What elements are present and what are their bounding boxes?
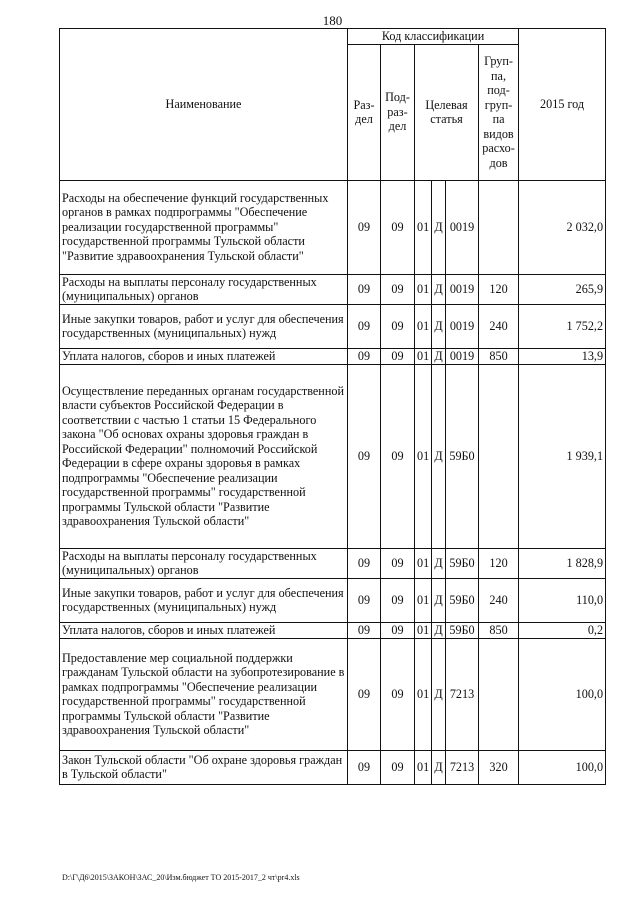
cell-podrazdel: 09 [381,364,415,548]
cell-cs1: 01 [415,304,432,348]
cell-razdel: 09 [348,638,381,750]
cell-cs3: 59Б0 [446,364,479,548]
cell-cs1: 01 [415,548,432,578]
table-row [60,638,606,750]
header-year: 2015 год [519,29,606,181]
cell-podrazdel: 09 [381,622,415,638]
cell-amount: 100,0 [519,750,606,784]
cell-cs3: 7213 [446,638,479,750]
cell-razdel: 09 [348,750,381,784]
header-row-top [60,29,606,45]
cell-amount: 0,2 [519,622,606,638]
cell-amount: 110,0 [519,578,606,622]
cell-name: Уплата налогов, сборов и иных платежей [60,348,348,364]
cell-cs3: 0019 [446,180,479,274]
cell-cs2: Д [432,548,446,578]
cell-amount: 13,9 [519,348,606,364]
cell-amount: 1 828,9 [519,548,606,578]
cell-cs2: Д [432,364,446,548]
cell-razdel: 09 [348,304,381,348]
table-row [60,180,606,274]
cell-vid: 240 [479,578,519,622]
cell-razdel: 09 [348,622,381,638]
cell-cs1: 01 [415,364,432,548]
cell-razdel: 09 [348,274,381,304]
table-row [60,548,606,578]
cell-name: Иные закупки товаров, работ и услуг для обеспечения государственных (муниципальных) нужд [60,578,348,622]
cell-cs2: Д [432,348,446,364]
table-row [60,750,606,784]
cell-name: Расходы на выплаты персоналу государственных (муниципальных) органов [60,274,348,304]
cell-cs2: Д [432,304,446,348]
cell-cs3: 0019 [446,274,479,304]
cell-cs3: 7213 [446,750,479,784]
cell-cs1: 01 [415,622,432,638]
cell-razdel: 09 [348,578,381,622]
cell-cs1: 01 [415,750,432,784]
cell-vid: 240 [479,304,519,348]
cell-vid [479,638,519,750]
cell-cs3: 59Б0 [446,622,479,638]
footer-file-path: D:\Г\Д6\2015\ЗАКОН\ЗАС_20\Изм.бюджет ТО 2015-2017_2 чт\pr4.xls [62,873,300,882]
cell-amount: 1 939,1 [519,364,606,548]
cell-cs2: Д [432,622,446,638]
cell-cs1: 01 [415,274,432,304]
budget-table [59,28,606,785]
cell-name: Расходы на выплаты персоналу государственных (муниципальных) органов [60,548,348,578]
cell-cs3: 0019 [446,304,479,348]
cell-vid: 850 [479,348,519,364]
cell-amount: 100,0 [519,638,606,750]
cell-cs2: Д [432,578,446,622]
cell-cs2: Д [432,274,446,304]
table-row [60,578,606,622]
cell-cs1: 01 [415,180,432,274]
cell-vid: 120 [479,548,519,578]
table-row [60,304,606,348]
cell-amount: 265,9 [519,274,606,304]
cell-podrazdel: 09 [381,638,415,750]
cell-name: Иные закупки товаров, работ и услуг для обеспечения государственных (муниципальных) нужд [60,304,348,348]
cell-podrazdel: 09 [381,274,415,304]
cell-podrazdel: 09 [381,348,415,364]
header-group: Груп-па, под-груп-па видов расхо-дов [479,44,519,180]
cell-cs3: 59Б0 [446,548,479,578]
cell-cs2: Д [432,750,446,784]
header-classification: Код классификации [348,29,519,45]
cell-cs1: 01 [415,638,432,750]
cell-razdel: 09 [348,180,381,274]
cell-podrazdel: 09 [381,304,415,348]
cell-cs1: 01 [415,348,432,364]
cell-cs2: Д [432,180,446,274]
cell-vid: 120 [479,274,519,304]
table-body [60,180,606,784]
header-name: Наименование [60,29,348,181]
cell-cs3: 0019 [446,348,479,364]
cell-vid: 850 [479,622,519,638]
cell-podrazdel: 09 [381,578,415,622]
table-row [60,348,606,364]
header-section: Раз-дел [348,44,381,180]
cell-razdel: 09 [348,548,381,578]
cell-cs3: 59Б0 [446,578,479,622]
cell-cs1: 01 [415,578,432,622]
cell-podrazdel: 09 [381,180,415,274]
page-number: 180 [322,13,343,28]
cell-razdel: 09 [348,348,381,364]
table-row [60,364,606,548]
cell-vid: 320 [479,750,519,784]
cell-name: Предоставление мер социальной поддержки гражданам Тульской области на зубопротезирование в рамках подпрограммы "Обеспечение реализации государственной программы" государственной программы Тульской области "Развитие здравоохранения Тульской области" [60,638,348,750]
table-row [60,622,606,638]
cell-razdel: 09 [348,364,381,548]
cell-cs2: Д [432,638,446,750]
cell-vid [479,180,519,274]
cell-name: Закон Тульской области "Об охране здоровья граждан в Тульской области" [60,750,348,784]
cell-amount: 2 032,0 [519,180,606,274]
cell-podrazdel: 09 [381,750,415,784]
cell-name: Осуществление переданных органам государственной власти субъектов Российской Федерации в соответствии с частью 1 статьи 15 Федерального закона "Об основах охраны здоровья граждан в Российской Федерации" полномочий Российской Федерации в сфере охраны здоровья в рамках подпрограммы "Обеспечение реализации государственной программы" государственной программы Тульской области "Развитие здравоохранения Тульской области" [60,364,348,548]
cell-amount: 1 752,2 [519,304,606,348]
table-row [60,274,606,304]
cell-name: Расходы на обеспечение функций государственных органов в рамках подпрограммы "Обеспечение реализации государственной программы" государственной программы Тульской области "Развитие здравоохранения Тульской области" [60,180,348,274]
header-subsection: Под-раз-дел [381,44,415,180]
header-target-article: Целевая статья [415,44,479,180]
cell-podrazdel: 09 [381,548,415,578]
cell-name: Уплата налогов, сборов и иных платежей [60,622,348,638]
cell-vid [479,364,519,548]
